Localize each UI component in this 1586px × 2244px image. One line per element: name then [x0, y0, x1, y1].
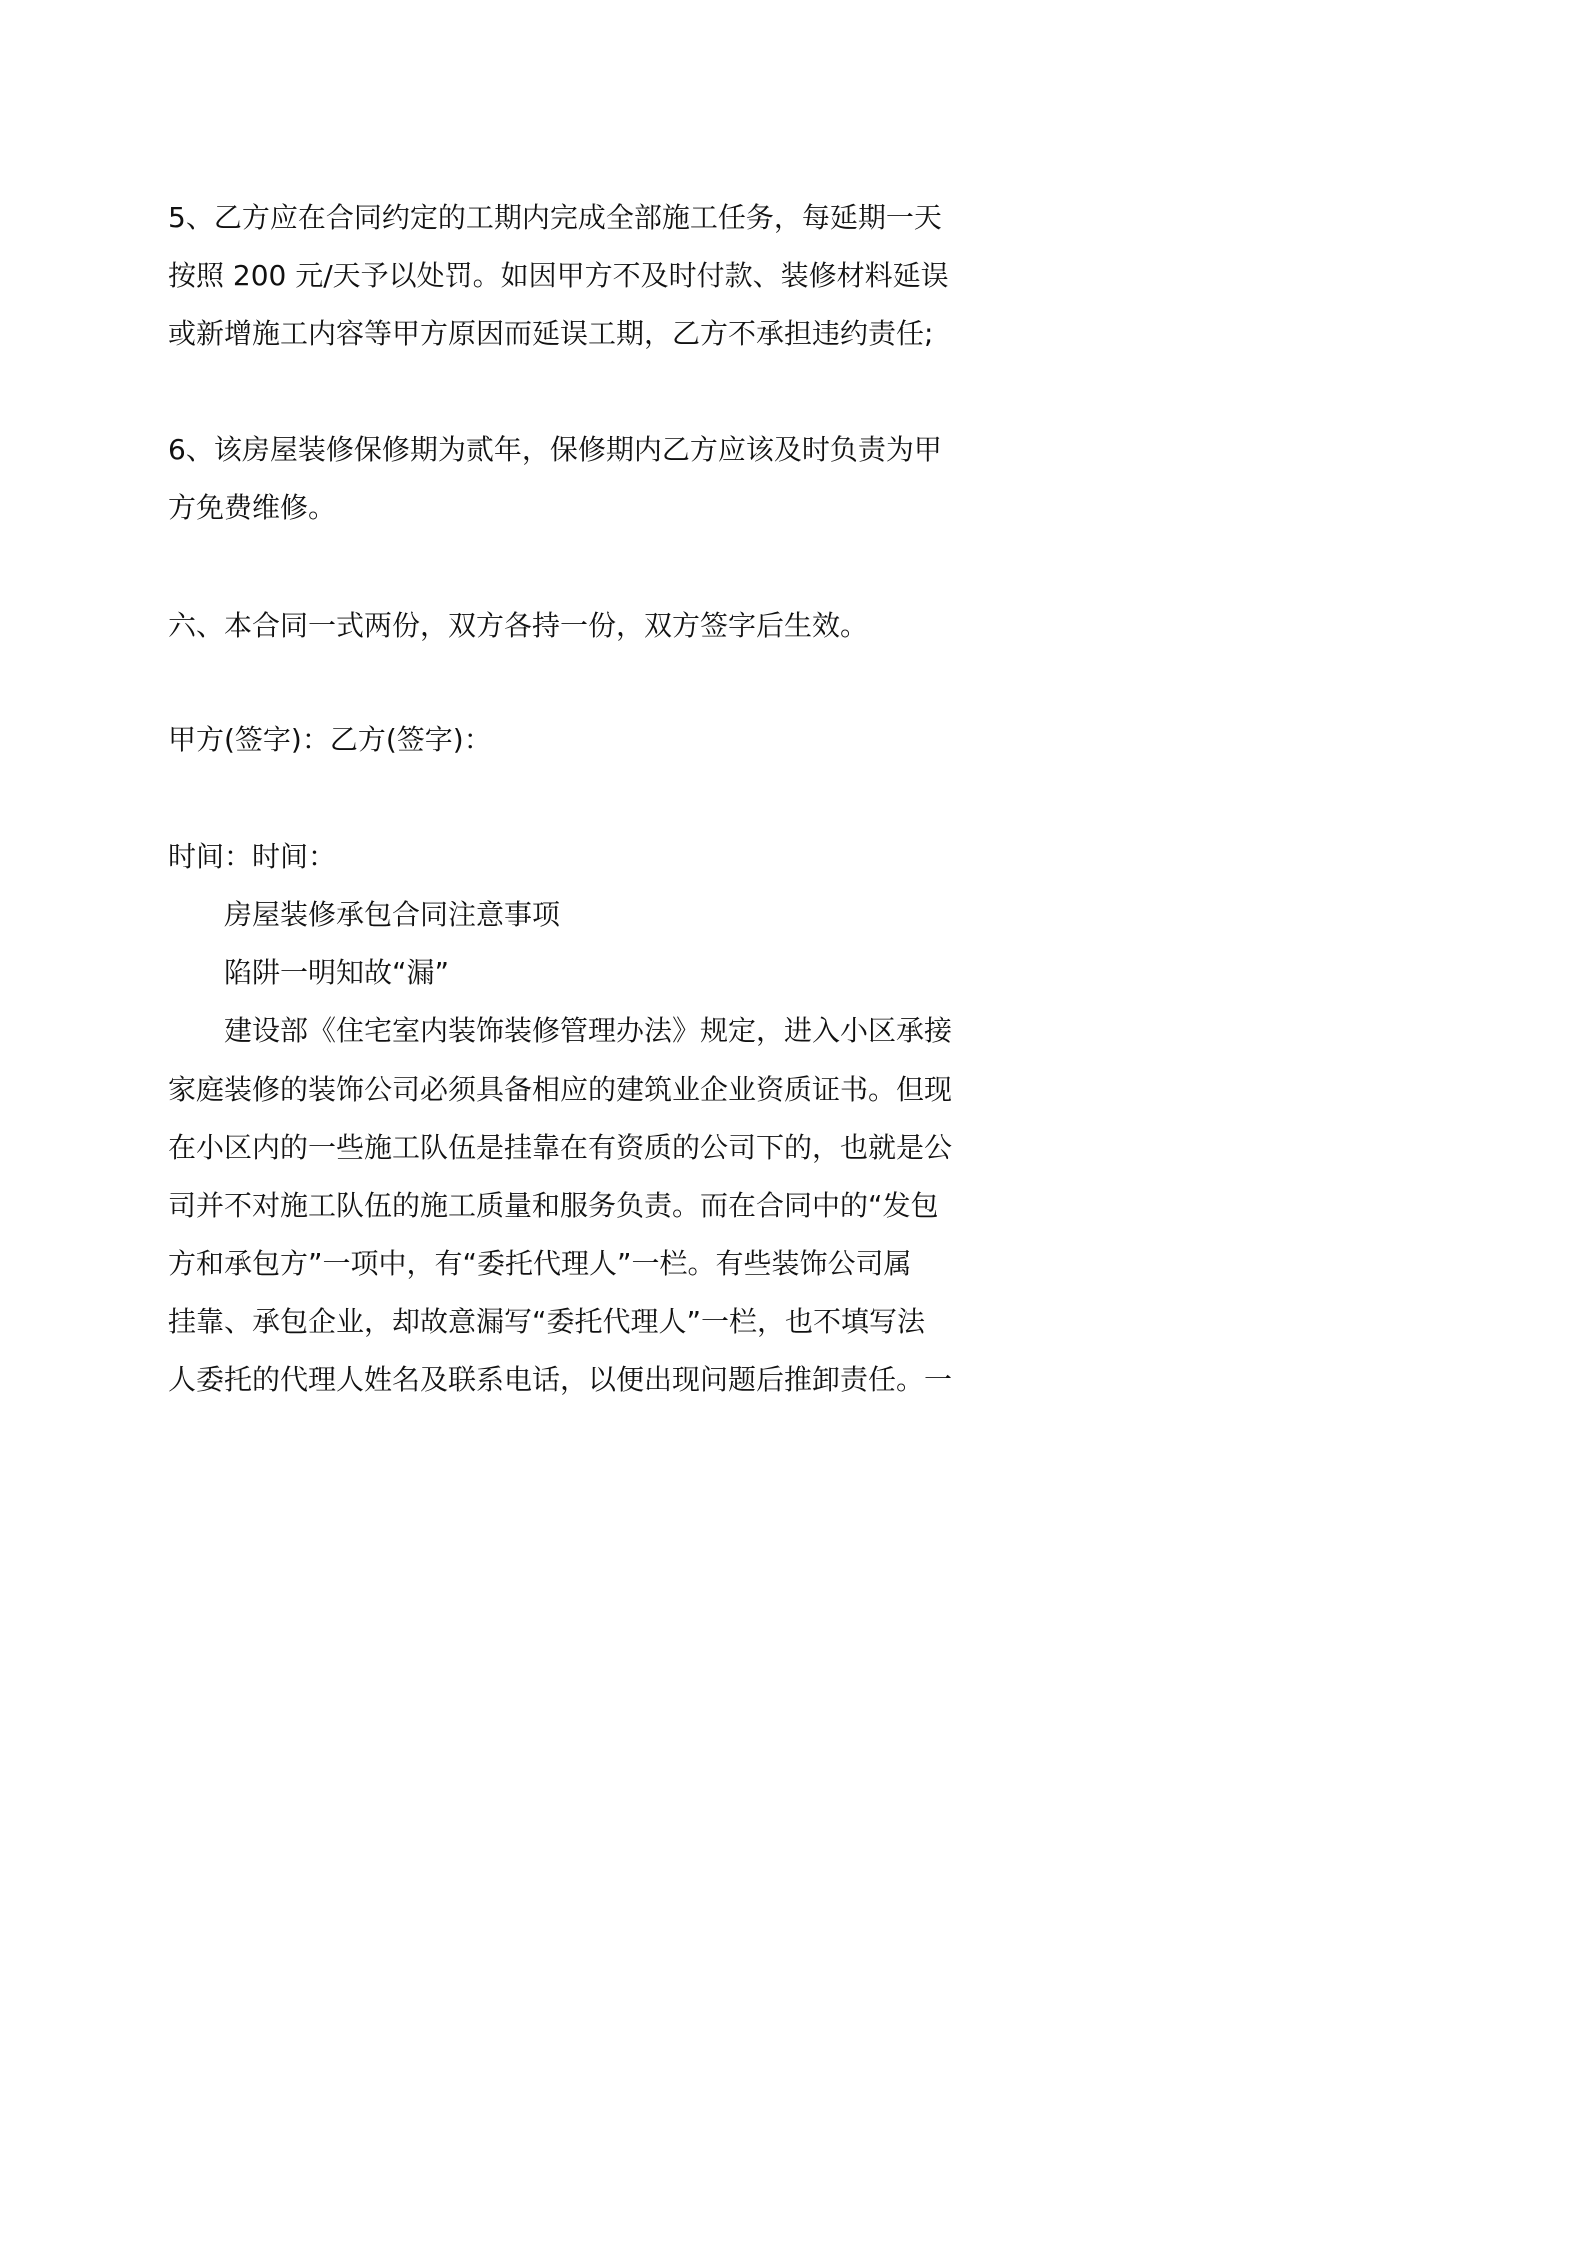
signature-line: 甲方(签字)：乙方(签字)：	[168, 723, 492, 756]
notes-title: 房屋装修承包合同注意事项	[224, 898, 561, 931]
clause-six: 六、本合同一式两份，双方各持一份，双方签字后生效。	[168, 609, 869, 642]
notes-paragraph-line-5: 方和承包方”一项中，有“委托代理人”一栏。有些装饰公司属	[168, 1247, 912, 1280]
clause-5-line-2: 按照 200 元/天予以处罚。如因甲方不及时付款、装修材料延误	[168, 259, 949, 292]
notes-paragraph-line-1: 建设部《住宅室内装饰装修管理办法》规定，进入小区承接	[224, 1014, 953, 1047]
notes-paragraph-line-3: 在小区内的一些施工队伍是挂靠在有资质的公司下的，也就是公	[168, 1131, 953, 1164]
notes-paragraph-line-2: 家庭装修的装饰公司必须具备相应的建筑业企业资质证书。但现	[168, 1073, 953, 1106]
notes-paragraph-line-7: 人委托的代理人姓名及联系电话，以便出现问题后推卸责任。一	[168, 1363, 953, 1396]
clause-5-line-3: 或新增施工内容等甲方原因而延误工期，乙方不承担违约责任;	[168, 317, 934, 350]
clause-6-line-2: 方免费维修。	[168, 491, 337, 524]
document-page	[0, 0, 1106, 1564]
time-line: 时间：时间：	[168, 840, 337, 873]
clause-6-line-1: 6、该房屋装修保修期为贰年，保修期内乙方应该及时负责为甲	[168, 433, 942, 466]
notes-paragraph-line-6: 挂靠、承包企业，却故意漏写“委托代理人”一栏，也不填写法	[168, 1305, 926, 1338]
notes-paragraph-line-4: 司并不对施工队伍的施工质量和服务负责。而在合同中的“发包	[168, 1189, 939, 1222]
notes-subtitle: 陷阱一明知故“漏”	[224, 956, 450, 989]
clause-5-line-1: 5、乙方应在合同约定的工期内完成全部施工任务，每延期一天	[168, 201, 942, 234]
